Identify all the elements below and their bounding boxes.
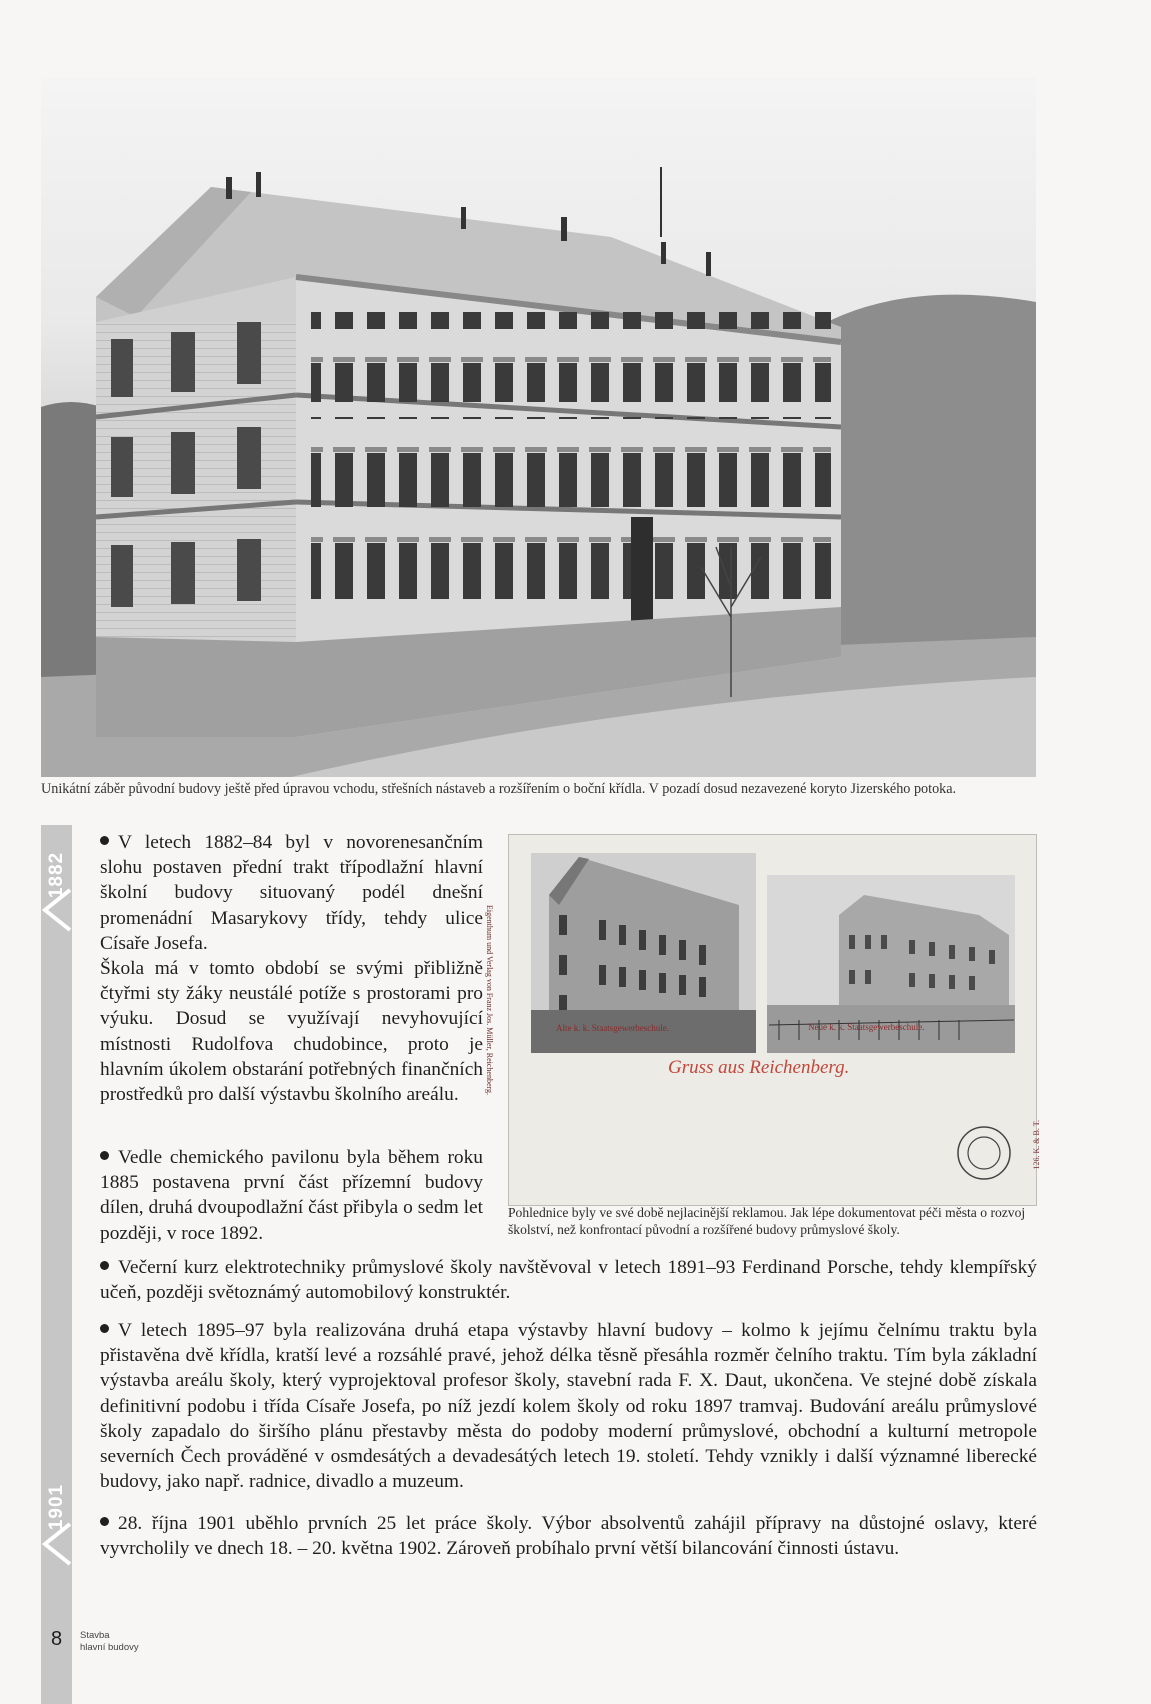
page-number: 8 bbox=[51, 1628, 63, 1650]
paragraph-1895: V letech 1895–97 byla realizována druhá etapa výstavby hlavní budovy – kolmo k jejímu čelnímu traktu byla přistavěna dvě křídla, kratší levé a rozsáhlé pravé, jehož délka těsně přesáhla rozměr čelního traktu. Tím byla základní výstavba areálu školy, který vyprojektoval profesor školy, stavební rada F. X. Daut, ukončena. Ve stejné době získala definitivní podobu i třída Císaře Josefa, po níž jezdí kolem školy od roku 1897 tramvaj. Budování areálu průmyslové školy zapadalo do širšího plánu přestavby města do podoby moderní průmyslové, obchodní a kulturní metropole severních Čech prováděné v osmdesátých a devadesátých letech 19. století. Tehdy vznikly i další významné liberecké budovy, jako např. radnice, divadlo a muzeum. bbox=[100, 1320, 1037, 1493]
section-title: Stavba hlavní budovy bbox=[80, 1630, 139, 1653]
postmark-stamp bbox=[958, 1127, 1010, 1179]
chevron-left-icon bbox=[41, 1522, 72, 1566]
bullet-icon bbox=[100, 1151, 109, 1160]
year-marker-1901: 1901 bbox=[45, 1483, 67, 1531]
postcard-code: 126. K. & B. T. bbox=[1032, 1120, 1041, 1170]
building-illustration bbox=[41, 77, 1036, 777]
main-building-photo bbox=[41, 77, 1036, 777]
postcard-greeting: Gruss aus Reichenberg. bbox=[668, 1057, 850, 1078]
postcard-caption: Pohlednice byly ve své době nejlacinější reklamou. Jak lépe dokumentovat péči města o rozvoj školství, než konfrontací původní a rozšířené budovy průmyslové školy. bbox=[508, 1205, 1026, 1237]
paragraph-1882: V letech 1882–84 byl v novorenesančním slohu postaven přední trakt třípodlažní hlavní školní budovy situovaný podél dnešní promenádní Masarykovy třídy, tehdy ulice Císaře Josefa. bbox=[100, 832, 483, 954]
paragraph-1885: Vedle chemického pavilonu byla během roku 1885 postavena první část přízemní budovy dílen, druhá dvoupodlažní část přibyla o sedm let později, v roce 1892. bbox=[100, 1147, 483, 1244]
bullet-icon bbox=[100, 1324, 109, 1333]
postcard-image bbox=[508, 834, 1037, 1206]
postcard-publisher: Eigenthum und Verlag von Franz Jos. Müller, Reichenberg. bbox=[485, 905, 494, 1096]
timeline-bar bbox=[41, 825, 72, 1704]
bullet-icon bbox=[100, 1517, 109, 1526]
photo-caption: Unikátní záběr původní budovy ještě před úpravou vchodu, střešních nástaveb a rozšířením o boční křídla. V pozadí dosud nezavezené koryto Jizerského potoka. bbox=[41, 781, 957, 797]
bullet-icon bbox=[100, 836, 109, 845]
paragraph-porsche: Večerní kurz elektrotechniky průmyslové školy navštěvoval v letech 1891–93 Ferdinand Porsche, tehdy klempířský učeň, později světoznámý automobilový konstruktér. bbox=[100, 1257, 1037, 1304]
year-marker-1882: 1882 bbox=[45, 851, 67, 899]
chevron-left-icon bbox=[41, 888, 72, 932]
paragraph-1901: 28. října 1901 uběhlo prvních 25 let práce školy. Výbor absolventů zahájil přípravy na důstojné oslavy, které vyvrcholily ve dnech 18. – 20. května 1902. Zároveň probíhalo první větší bilancování činnosti ústavu. bbox=[100, 1513, 1037, 1560]
postcard-label-old: Alte k. k. Staatsgewerbeschule. bbox=[556, 1023, 669, 1033]
postcard-illustration bbox=[509, 835, 1036, 1205]
bullet-icon bbox=[100, 1261, 109, 1270]
paragraph-capacity: Škola má v tomto období se svými přibližně čtyřmi sty žáky neustálé potíže s prostorami pro výuku. Dosud se využívají nevyhovující místnosti Rudolfova chudobince, proto je hlavním úkolem obstarání potřebných finančních prostředků pro další výstavbu školního areálu. bbox=[100, 958, 483, 1106]
postcard-label-new: Neue k. k. Staatsgewerbeschule. bbox=[808, 1022, 925, 1032]
